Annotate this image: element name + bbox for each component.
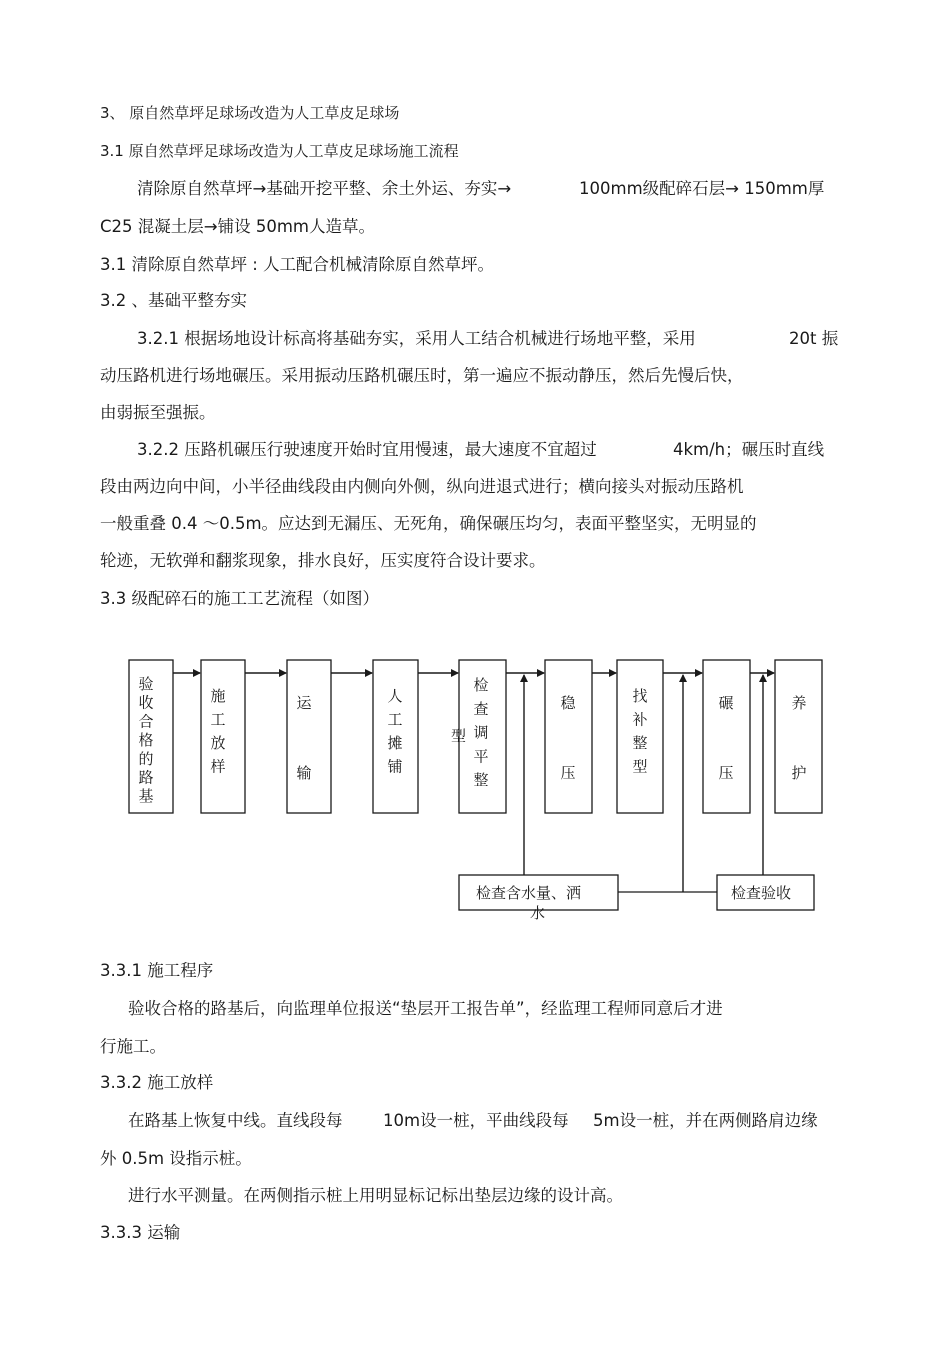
section-3-1-clear: 3.1 清除原自然草坪 : 人工配合机械清除原自然草坪。 [100, 255, 495, 274]
step-8-char: 碾 [718, 694, 734, 712]
step-4-char: 铺 [387, 757, 403, 776]
para-3-2-2-line-1: 3.2.2 压路机碾压行驶速度开始时宜用慢速，最大速度不宜超过 [137, 440, 597, 459]
step-box-inspect-level [459, 660, 506, 813]
step-7-char: 补 [632, 710, 648, 729]
step-box-transport [287, 660, 331, 813]
para-3-2-2-line-4: 轮迹，无软弹和翻浆现象，排水良好，压实度符合设计要求。 [100, 551, 546, 570]
section-3-1-heading: 3.1 原自然草坪足球场改造为人工草皮足球场施工流程 [100, 142, 459, 160]
step-2-char: 施 [210, 687, 226, 705]
step-1-char: 基 [138, 787, 154, 806]
step-box-acceptance-subgrade [129, 660, 173, 813]
para-3-2-1-line-1: 3.2.1 根据场地设计标高将基础夯实，采用人工结合机械进行场地平整，采用 [137, 329, 696, 348]
para-3-3-2-line-1b: 10m设一桩，平曲线段每 [383, 1111, 569, 1130]
step-5-char: 查 [473, 699, 489, 718]
step-labels [138, 675, 806, 805]
para-3-3-2-line-1a: 在路基上恢复中线。直线段每 [128, 1111, 343, 1130]
para-3-2-1-line-3: 由弱振至强振。 [100, 403, 216, 422]
step-1-char: 格 [138, 731, 154, 750]
step-1-char: 路 [138, 768, 154, 787]
section-3-heading: 3、 原自然草坪足球场改造为人工草皮足球场 [100, 104, 400, 122]
para-3-3-1-line-1: 验收合格的路基后，向监理单位报送“垫层开工报告单”，经监理工程师同意后才进 [128, 999, 723, 1018]
step-7-char: 找 [632, 687, 648, 705]
step-5-char: 检 [473, 676, 489, 694]
step-1-char: 收 [138, 693, 154, 712]
para-3-3-2-line-2: 外 0.5m 设指示桩。 [100, 1149, 252, 1168]
step-2-char: 工 [210, 710, 226, 729]
step-box-curing [775, 660, 822, 813]
para-3-3-2-line-3: 进行水平测量。在两侧指示桩上用明显标记标出垫层边缘的设计高。 [128, 1186, 623, 1205]
process-flow-text-1: 清除原自然草坪→基础开挖平整、余土外运、夯实→ [137, 179, 512, 198]
check-moisture-label-1: 检查含水量、洒 [476, 884, 582, 902]
step-9-char: 护 [791, 764, 807, 782]
check-moisture-label-2: 水 [530, 904, 546, 922]
step-6-char: 稳 [560, 694, 576, 712]
step-8-char: 压 [718, 764, 734, 782]
step-4-char: 摊 [387, 734, 403, 752]
step-3-char: 运 [296, 694, 312, 712]
section-3-3-1-heading: 3.3.1 施工程序 [100, 961, 214, 980]
step-2-char: 放 [210, 734, 226, 752]
step-6-char: 压 [560, 764, 576, 782]
check-acceptance-label: 检查验收 [731, 884, 792, 902]
step-7-char: 整 [632, 734, 648, 752]
process-flow-text-3: C25 混凝土层→铺设 50mm人造草。 [100, 217, 375, 236]
step-1-char: 的 [138, 749, 154, 768]
process-flow-text-2: 100mm级配碎石层→ 150mm厚 [579, 179, 825, 198]
para-3-2-2-line-1b: 4km/h；碾压时直线 [673, 440, 825, 459]
step-box-patch-shape [617, 660, 663, 813]
step-4-char: 人 [387, 687, 403, 705]
para-3-3-1-line-2: 行施工。 [100, 1037, 166, 1056]
section-3-3-2-heading: 3.3.2 施工放样 [100, 1073, 214, 1092]
step-9-char: 养 [791, 694, 807, 712]
step-5-char: 整 [473, 771, 489, 790]
step-1-char: 验 [138, 675, 154, 693]
para-3-2-1-line-1b: 20t 振 [789, 329, 839, 348]
stray-label: 型 [451, 727, 467, 745]
step-box-stabilize-press [545, 660, 592, 813]
para-3-2-2-line-2: 段由两边向中间，小半径曲线段由内侧向外侧，纵向进退式进行；横向接头对振动压路机 [100, 477, 744, 496]
para-3-3-2-line-1c: 5m设一桩，并在两侧路肩边缘 [593, 1111, 818, 1130]
step-5-char: 平 [473, 747, 489, 766]
para-3-2-1-line-2: 动压路机进行场地碾压。采用振动压路机碾压时，第一遍应不振动静压，然后先慢后快， [100, 366, 744, 385]
section-3-3-3-heading: 3.3.3 运输 [100, 1223, 181, 1242]
step-box-layout [201, 660, 245, 813]
step-3-char: 输 [296, 764, 312, 782]
check-moisture-box [459, 875, 618, 910]
section-3-2-heading: 3.2 、基础平整夯实 [100, 291, 247, 310]
section-3-3-heading: 3.3 级配碎石的施工工艺流程（如图） [100, 589, 379, 608]
step-5-char: 调 [473, 723, 489, 742]
step-4-char: 工 [387, 710, 403, 729]
step-box-manual-spreading [373, 660, 418, 813]
step-2-char: 样 [210, 757, 226, 776]
step-7-char: 型 [632, 757, 648, 776]
step-1-char: 合 [138, 712, 154, 731]
step-box-roll [703, 660, 750, 813]
para-3-2-2-line-3: 一般重叠 0.4 ～0.5m。应达到无漏压、无死角，确保碾压均匀，表面平整坚实，无明显的 [100, 514, 757, 533]
check-acceptance-box [717, 875, 814, 910]
